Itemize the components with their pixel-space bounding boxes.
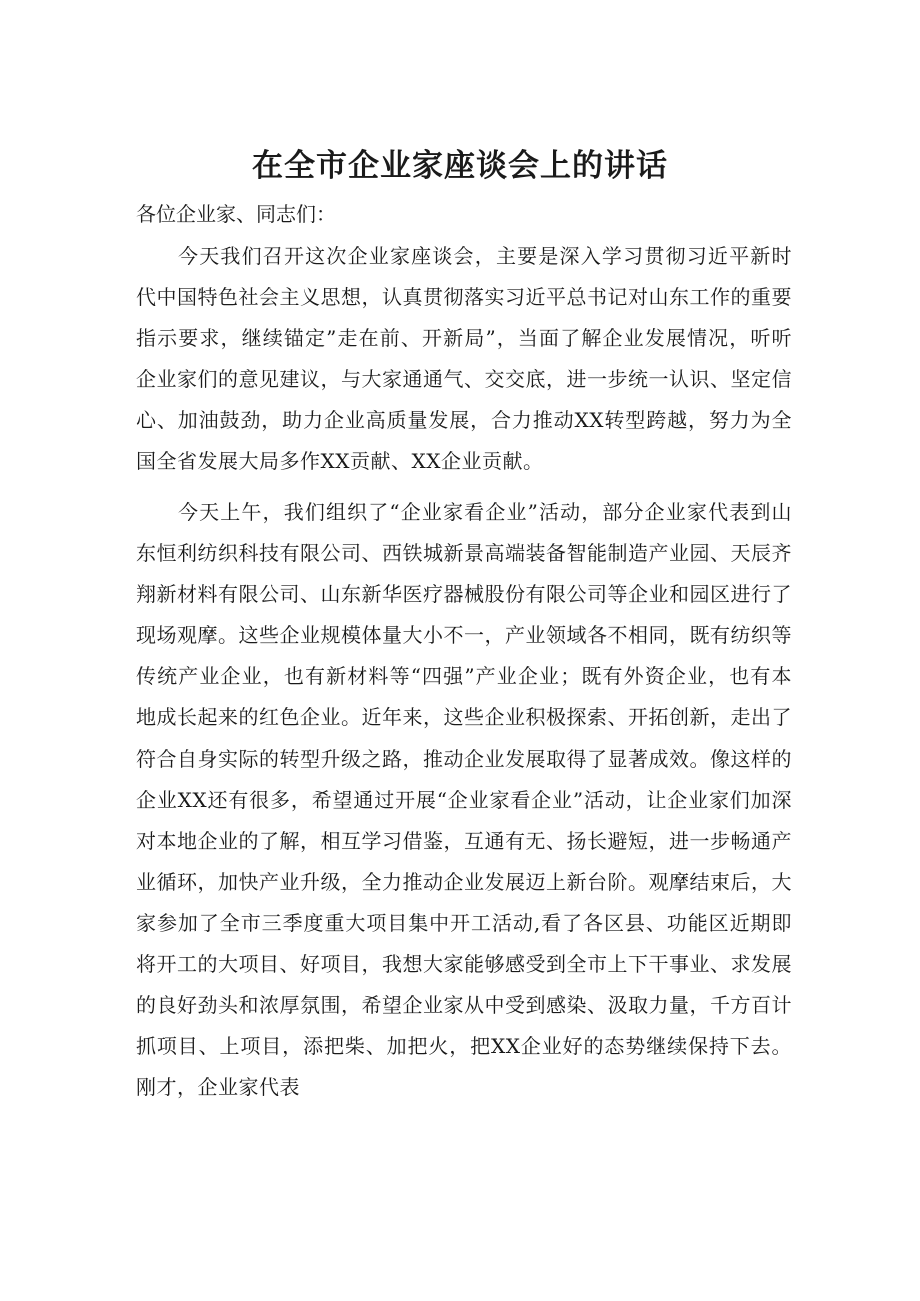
document-title: 在全市企业家座谈会上的讲话 bbox=[252, 148, 668, 184]
paragraph-1: 今天我们召开这次企业家座谈会，主要是深入学习贯彻习近平新时代中国特色社会主义思想，认真贯彻落实习近平总书记对山东工作的重要指示要求，继续锚定”走在前、开新局”，当面了解企业发展情况，听听企业家们的意见建议，与大家通通气、交交底，进一步统一认识、坚定信心、加油鼓劲，助力企业高质量发展，合力推动XX转型跨越，努力为全国全省发展大局多作XX贡献、XX企业贡献。 bbox=[136, 244, 792, 474]
salutation: 各位企业家、同志们： bbox=[136, 202, 336, 226]
paragraph-2: 今天上午，我们组织了“企业家看企业”活动，部分企业家代表到山东恒利纺织科技有限公司、西铁城新景高端装备智能制造产业园、天辰齐翔新材料有限公司、山东新华医疗器械股份有限公司等企业和园区进行了现场观摩。这些企业规模体量大小不一，产业领域各不相同，既有纺织等传统产业企业，也有新材料等“四强”产业企业；既有外资企业，也有本地成长起来的红色企业。近年来，这些企业积极探索、开拓创新，走出了符合自身实际的转型升级之路，推动企业发展取得了显著成效。像这样的企业XX还有很多，希望通过开展“企业家看企业”活动，让企业家们加深对本地企业的了解，相互学习借鉴，互通有无、扬长避短，进一步畅通产业循环，加快产业升级，全力推动企业发展迈上新台阶。观摩结束后，大家参加了全市三季度重大项目集中开工活动,看了各区县、功能区近期即将开工的大项目、好项目，我想大家能够感受到全市上下干事业、求发展的良好劲头和浓厚氛围，希望企业家从中受到感染、汲取力量，千方百计抓项目、上项目，添把柴、加把火，把XX企业好的态势继续保持下去。刚才，企业家代表 bbox=[136, 500, 792, 1100]
